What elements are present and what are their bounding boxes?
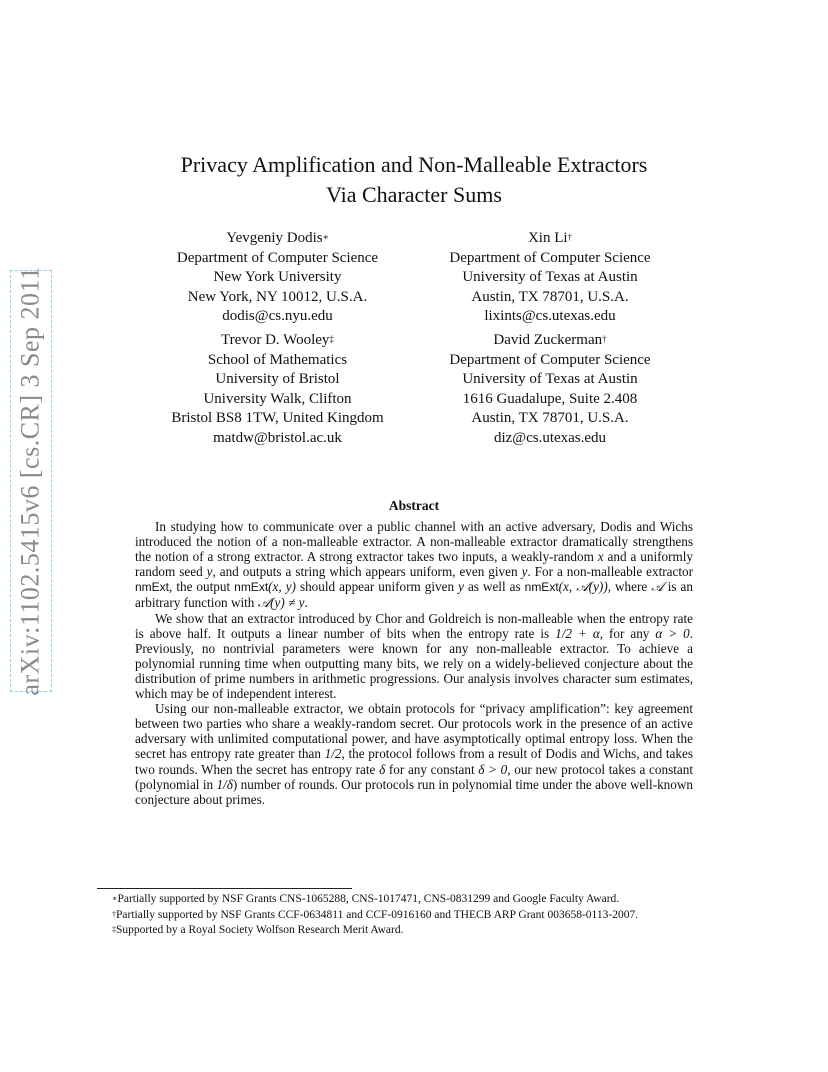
author-address: Austin, TX 78701, U.S.A. xyxy=(471,288,629,305)
author-department: Department of Computer Science xyxy=(176,249,379,266)
footnote-mark: † xyxy=(602,334,607,344)
author-block-zuckerman xyxy=(420,331,680,448)
footnote-item: †Partially supported by NSF Grants CCF-0634811 and CCF-0916160 and THECB ARP Grant 003658-0113-2007. xyxy=(112,908,639,921)
footnote-item: ‡Supported by a Royal Society Wolfson Research Merit Award. xyxy=(112,924,404,936)
author-email: dodis@cs.nyu.edu xyxy=(222,308,333,324)
arxiv-identifier-text: arXiv:1102.5415v6 [cs.CR] 3 Sep 2011 xyxy=(16,266,45,696)
author-name: Xin Li† xyxy=(527,230,573,246)
author-department: Department of Computer Science xyxy=(449,249,651,266)
footnote-mark: † xyxy=(567,232,573,242)
footnote-mark: ∗ xyxy=(322,232,329,242)
author-block-dodis xyxy=(150,229,405,327)
author-institution: University of Bristol xyxy=(215,371,340,387)
abstract-heading: Abstract xyxy=(388,498,440,513)
author-address-line-2: Austin, TX 78701, U.S.A. xyxy=(471,410,629,426)
author-address-line-1: University Walk, Clifton xyxy=(203,390,352,407)
author-address: New York, NY 10012, U.S.A. xyxy=(187,288,368,305)
footnote-mark: ‡ xyxy=(329,334,334,344)
author-department: Department of Computer Science xyxy=(449,351,651,368)
footnotes xyxy=(112,892,752,939)
author-name: David Zuckerman† xyxy=(493,332,607,348)
paper-title xyxy=(0,150,828,210)
author-institution: University of Texas at Austin xyxy=(462,371,638,387)
author-address-line-1: 1616 Guadalupe, Suite 2.408 xyxy=(462,390,638,407)
footnote-item: ∗Partially supported by NSF Grants CNS-1065288, CNS-1017471, CNS-0831299 and Google Faculty Award. xyxy=(112,893,620,905)
abstract-body xyxy=(135,519,693,807)
author-name: Yevgeniy Dodis∗ xyxy=(226,230,329,246)
author-department: School of Mathematics xyxy=(207,351,348,368)
author-institution: New York University xyxy=(213,269,342,285)
author-email: diz@cs.utexas.edu xyxy=(493,429,607,446)
author-address-line-2: Bristol BS8 1TW, United Kingdom xyxy=(171,410,384,426)
abstract-paragraph-1: In studying how to communicate over a public channel with an active adversary, Dodis and Wichs introduced the notion of a non-malleable extractor. A non-malleable extractor dramatically strengthens the notion of a strong extractor. A strong extractor takes two inputs, a weakly-random x and a uniformly random seed y, and outputs a string which appears uniform, even given y. For a non-malleable extractor nmExt, the output nmExt(x, y) should appear uniform given y as well as nmExt(x, 𝒜(y)), where 𝒜 is an arbitrary function with 𝒜(y) ≠ y. xyxy=(135,519,694,611)
footnote-divider xyxy=(97,888,352,889)
author-name: Trevor D. Wooley‡ xyxy=(221,332,334,348)
abstract-paragraph-2: We show that an extractor introduced by Chor and Goldreich is non-malleable when the entropy rate is above half. It outputs a linear number of bits when the entropy rate is 1/2 + α, for any α > 0. Previously, no nontrivial parameters were known for any non-malleable extractor. To achieve a polynomial running time when outputting many bits, we rely on a widely-believed conjecture about the distribution of prime numbers in arithmetic progressions. Our analysis involves character sum estimates, which may be of independent interest. xyxy=(135,610,693,702)
abstract-paragraph-3: Using our non-malleable extractor, we obtain protocols for “privacy amplification”: key agreement between two parties who share a weakly-random secret. Our protocols work in the presence of an active adversary with unlimited computational power, and have asymptotically optimal entropy loss. When the secret has entropy rate greater than 1/2, the protocol follows from a result of Dodis and Wichs, and takes two rounds. When the secret has entropy rate δ for any constant δ > 0, our new protocol takes a constant (polynomial in 1/δ) number of rounds. Our protocols run in polynomial time under the above well-known conjecture about primes. xyxy=(135,701,693,807)
arxiv-identifier-stamp xyxy=(10,266,52,696)
author-institution: University of Texas at Austin xyxy=(462,269,638,285)
author-block-li xyxy=(420,229,680,327)
author-email: lixints@cs.utexas.edu xyxy=(484,308,616,324)
title-line-1: Privacy Amplification and Non-Malleable Extractors xyxy=(180,152,648,177)
author-block-wooley xyxy=(150,331,405,448)
author-email: matdw@bristol.ac.uk xyxy=(213,429,342,446)
title-line-2: Via Character Sums xyxy=(326,182,502,207)
